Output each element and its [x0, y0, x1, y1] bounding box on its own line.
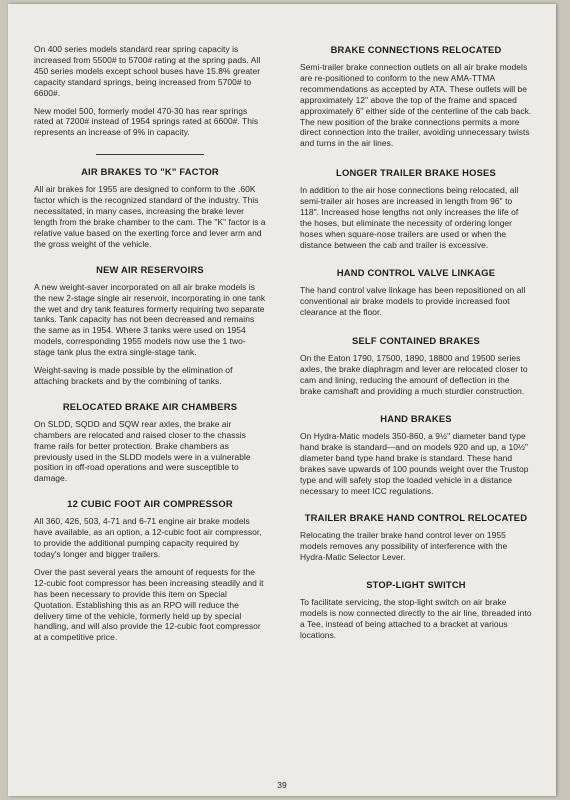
- intro-paragraph: On 400 series models standard rear spring capacity is increased from 5500# to 5700# rating at the spring pads. All 450 series models except school buses have 15.8% greater capacity standard springs, being increased from 5700# to 6600#.: [34, 44, 261, 98]
- section-heading: HAND BRAKES: [380, 413, 452, 425]
- section-heading: 12 CUBIC FOOT AIR COMPRESSOR: [67, 498, 233, 510]
- intro-paragraph: New model 500, formerly model 470-30 has rear springs rated at 7200# instead of 1954 springs rated at 6600#. This represents an increase of 9% in capacity.: [34, 105, 259, 138]
- section-paragraph: On the Eaton 1790, 17500, 1890, 18800 and 19500 series axles, the brake diaphragm and lever are relocated closer to cam and lining, reducing the amount of deflection in the brake camshaft and providing a much sturdier construction.: [300, 353, 528, 397]
- section-heading: NEW AIR RESERVOIRS: [96, 263, 204, 275]
- section-heading: TRAILER BRAKE HAND CONTROL RELOCATED: [304, 512, 528, 524]
- left-column: [34, 44, 266, 650]
- section-paragraph: In addition to the air hose connections being relocated, all semi-trailer air hoses are increased in length from 96" to 118". Increased hose lengths not only increases the life of the hoses, but eliminate the necessity of ordering longer hoses when square-nose trailers are used or when the distance between the cab and trailer is excessive.: [300, 185, 519, 250]
- section-heading: BRAKE CONNECTIONS RELOCATED: [330, 44, 502, 55]
- page-number: 39: [277, 780, 287, 790]
- section-heading: LONGER TRAILER BRAKE HOSES: [336, 167, 496, 179]
- section-heading: STOP-LIGHT SWITCH: [366, 579, 466, 591]
- section-paragraph: Over the past several years the amount of requests for the 12-cubic foot compressor has been increasing steadily and it has been necessary to provide this item on Special Quotation. Establishing this as an RPO will reduce the delivery time of the vehicle, formerly held up by special handling, and will also provide the 12-cubic foot compressor at a competitive price.: [34, 566, 264, 643]
- section-heading: AIR BRAKES TO "K" FACTOR: [81, 166, 219, 178]
- section-heading: SELF CONTAINED BRAKES: [352, 335, 480, 347]
- section-divider: [96, 154, 204, 155]
- section-heading: HAND CONTROL VALVE LINKAGE: [336, 266, 496, 278]
- section-paragraph: The hand control valve linkage has been repositioned on all conventional air brake models to provide increased foot clearance at the floor.: [300, 284, 526, 317]
- section-paragraph: Relocating the trailer brake hand control lever on 1955 models removes any possibility of interference with the Hydra-Matic Selector Lever.: [300, 530, 508, 563]
- section-paragraph: Weight-saving is made possible by the elimination of attaching brackets and by the combining of tanks.: [34, 365, 233, 386]
- section-paragraph: Semi-trailer brake connection outlets on all air brake models are re-positioned to conform to the new AMA-TTMA recommendations as accepted by ATA. These outlets will be approximately 12" above the top of the frame and spaced approximately 6" either side of the centerline of the cab back. The new position of the brake connections permits a more direct connection into the trailer, avoiding unnecessary twists and turns in the air lines.: [300, 62, 532, 149]
- section-heading: RELOCATED BRAKE AIR CHAMBERS: [62, 400, 238, 412]
- right-column: [300, 44, 532, 648]
- section-paragraph: On Hydra-Matic models 350-860, a 9½" diameter band type hand brake is standard—and on models 920 and up, a 10½" diameter band type hand brake is standard. These hand brakes save upwards of 100 pounds weight over the Trustop type and will safely stop the loaded vehicle in a distance necessary to meet ICC regulations.: [300, 431, 529, 496]
- section-paragraph: All 360, 426, 503, 4-71 and 6-71 engine air brake models have available, as an option, a 12-cubic foot air compressor, to provide the additional pumping capacity required by today's longer and bigger trailers.: [34, 516, 262, 559]
- document-page: [8, 4, 556, 796]
- section-paragraph: On SLDD, SQDD and SQW rear axles, the brake air chambers are relocated and raised closer to the chassis frame rails for better protection. Brake chambers as previously used in the SLDD models were in a vulnerable position in off-road operations and were susceptible to damage.: [34, 418, 251, 484]
- section-paragraph: A new weight-saver incorporated on all air brake models is the new 2-stage single air reservoir, incorporating in one tank the wet and dry tank features formerly requiring two separate tanks. Tank capacity has not been decreased and remains the same as in 1954. Where 3 tanks were used on 1954 models, corresponding 1955 models now use the 1 two-stage tank plus the extra single-stage tank.: [34, 281, 266, 358]
- section-paragraph: To facilitate servicing, the stop-light switch on air brake models is now connected directly to the air line, threaded into a Tee, instead of being attached to a bracket at various locations.: [300, 597, 532, 640]
- section-paragraph: All air brakes for 1955 are designed to conform to the .60K factor which is the recognized standard of the industry. This necessitated, in many cases, increasing the brake lever length from the brake chamber to the cam. The "K" factor is a relative value based on the exerting force and lever arm and the gross weight of the vehicle.: [34, 184, 266, 249]
